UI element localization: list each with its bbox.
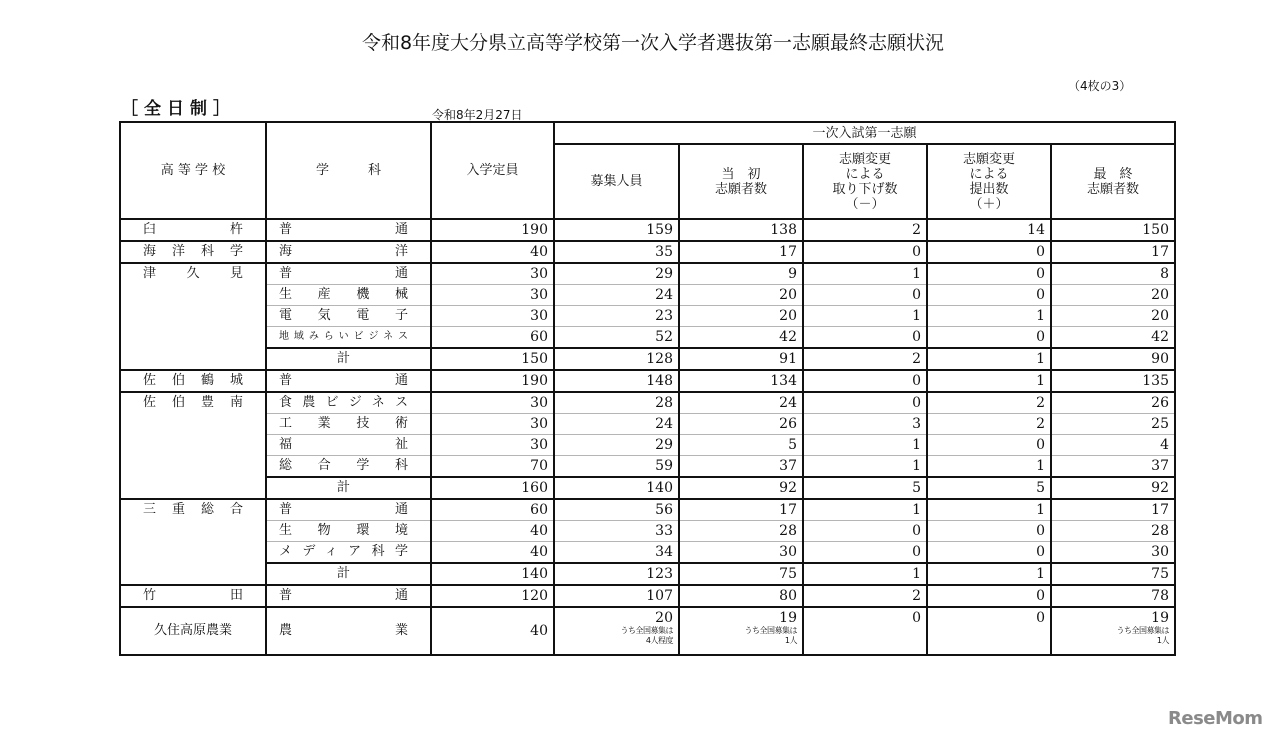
recruit-note: 4人程度 <box>645 636 673 645</box>
department-name: 普通 <box>266 585 431 607</box>
header-submissions: 志願変更 による 提出数 （＋） <box>927 144 1051 219</box>
initial-cell <box>679 607 803 655</box>
capacity-cell: 160 <box>431 477 554 499</box>
capacity-cell: 30 <box>431 306 554 327</box>
final-cell: 20 <box>1051 306 1175 327</box>
table-row <box>120 607 1175 655</box>
final-cell: 26 <box>1051 392 1175 414</box>
initial-value: 19 <box>779 610 797 626</box>
final-cell: 135 <box>1051 370 1175 392</box>
withdraw-cell: 0 <box>803 241 927 263</box>
initial-cell: 75 <box>679 563 803 585</box>
final-value: 19 <box>1151 610 1169 626</box>
school-name: 久住高原農業 <box>120 607 266 655</box>
department-name: 生物環境 <box>266 521 431 542</box>
withdraw-cell: 3 <box>803 414 927 435</box>
final-cell: 8 <box>1051 263 1175 285</box>
capacity-cell: 30 <box>431 285 554 306</box>
initial-note: うち全国募集は <box>744 626 797 635</box>
table-row <box>120 285 1175 306</box>
capacity-cell: 70 <box>431 456 554 478</box>
table-row <box>120 327 1175 349</box>
recruit-cell: 33 <box>554 521 679 542</box>
department-name: 食農ビジネス <box>266 392 431 414</box>
initial-cell: 28 <box>679 521 803 542</box>
initial-cell: 134 <box>679 370 803 392</box>
initial-cell: 80 <box>679 585 803 607</box>
header-department: 学 科 <box>266 122 431 219</box>
withdraw-cell: 0 <box>803 542 927 564</box>
final-cell: 17 <box>1051 241 1175 263</box>
recruit-cell: 56 <box>554 499 679 521</box>
table-row <box>120 435 1175 456</box>
initial-cell: 42 <box>679 327 803 349</box>
table-row <box>120 414 1175 435</box>
final-cell: 17 <box>1051 499 1175 521</box>
final-cell: 28 <box>1051 521 1175 542</box>
capacity-cell: 40 <box>431 542 554 564</box>
table-row <box>120 585 1175 607</box>
capacity-cell: 120 <box>431 585 554 607</box>
recruit-cell: 24 <box>554 414 679 435</box>
initial-cell: 20 <box>679 306 803 327</box>
withdraw-cell: 1 <box>803 435 927 456</box>
submit-cell: 0 <box>927 285 1051 306</box>
withdraw-cell: 1 <box>803 456 927 478</box>
initial-cell: 5 <box>679 435 803 456</box>
school-name: 佐伯鶴城 <box>120 370 266 392</box>
school-name: 竹田 <box>120 585 266 607</box>
subtotal-label: 計 <box>266 477 431 499</box>
department-name: 総合学科 <box>266 456 431 478</box>
header-initial-applicants: 当 初 志願者数 <box>679 144 803 219</box>
initial-cell: 17 <box>679 499 803 521</box>
final-cell: 90 <box>1051 348 1175 370</box>
initial-cell: 91 <box>679 348 803 370</box>
submit-cell: 0 <box>927 435 1051 456</box>
table-row <box>120 392 1175 414</box>
withdraw-cell: 0 <box>803 285 927 306</box>
withdraw-cell: 0 <box>803 607 927 655</box>
table-row <box>120 219 1175 241</box>
subtotal-row <box>120 348 1175 370</box>
submit-cell: 2 <box>927 414 1051 435</box>
header-first-choice-group: 一次入試第一志願 <box>554 122 1175 144</box>
recruit-cell: 29 <box>554 263 679 285</box>
initial-cell: 92 <box>679 477 803 499</box>
final-cell: 78 <box>1051 585 1175 607</box>
withdraw-cell: 0 <box>803 521 927 542</box>
initial-cell: 9 <box>679 263 803 285</box>
header-capacity: 入学定員 <box>431 122 554 219</box>
department-name: 海洋 <box>266 241 431 263</box>
withdraw-cell: 2 <box>803 348 927 370</box>
recruit-cell: 148 <box>554 370 679 392</box>
withdraw-cell: 1 <box>803 499 927 521</box>
recruit-cell: 123 <box>554 563 679 585</box>
department-name: 工業技術 <box>266 414 431 435</box>
recruit-value: 20 <box>655 610 673 626</box>
department-name: 普通 <box>266 219 431 241</box>
final-note: うち全国募集は <box>1116 626 1169 635</box>
submit-cell: 5 <box>927 477 1051 499</box>
department-name: 農業 <box>266 607 431 655</box>
recruit-cell: 128 <box>554 348 679 370</box>
recruit-cell: 28 <box>554 392 679 414</box>
recruit-cell: 35 <box>554 241 679 263</box>
recruit-note: うち全国募集は <box>620 626 673 635</box>
withdraw-cell: 2 <box>803 585 927 607</box>
department-name: 生産機械 <box>266 285 431 306</box>
school-name: 海洋科学 <box>120 241 266 263</box>
table-row <box>120 241 1175 263</box>
final-cell: 4 <box>1051 435 1175 456</box>
withdraw-cell: 1 <box>803 263 927 285</box>
withdraw-cell: 0 <box>803 327 927 349</box>
final-cell: 30 <box>1051 542 1175 564</box>
submit-cell: 1 <box>927 348 1051 370</box>
submit-cell: 14 <box>927 219 1051 241</box>
subtotal-label: 計 <box>266 348 431 370</box>
capacity-cell: 30 <box>431 435 554 456</box>
submit-cell: 0 <box>927 241 1051 263</box>
submit-cell: 2 <box>927 392 1051 414</box>
school-name: 臼杵 <box>120 219 266 241</box>
page-indicator: （4枚の3） <box>1068 79 1132 93</box>
table-row <box>120 456 1175 478</box>
initial-note: 1人 <box>784 636 797 645</box>
applicant-status-table <box>119 121 1176 656</box>
table-row <box>120 542 1175 564</box>
initial-cell: 17 <box>679 241 803 263</box>
subtotal-row <box>120 563 1175 585</box>
department-name: 福祉 <box>266 435 431 456</box>
initial-cell: 26 <box>679 414 803 435</box>
submit-cell: 1 <box>927 370 1051 392</box>
withdraw-cell: 1 <box>803 563 927 585</box>
capacity-cell: 150 <box>431 348 554 370</box>
section-label: ［全日制］ <box>121 99 236 119</box>
table-row <box>120 499 1175 521</box>
submit-cell: 1 <box>927 499 1051 521</box>
capacity-cell: 190 <box>431 219 554 241</box>
page-title: 令和8年度大分県立高等学校第一次入学者選抜第一志願最終志願状況 <box>361 32 945 54</box>
report-date: 令和8年2月27日 <box>432 108 523 122</box>
withdraw-cell: 0 <box>803 370 927 392</box>
recruit-cell: 140 <box>554 477 679 499</box>
department-name: 普通 <box>266 263 431 285</box>
school-name: 三重総合 <box>120 499 266 585</box>
capacity-cell: 40 <box>431 521 554 542</box>
capacity-cell: 30 <box>431 263 554 285</box>
final-cell: 150 <box>1051 219 1175 241</box>
recruit-cell: 107 <box>554 585 679 607</box>
recruit-cell: 59 <box>554 456 679 478</box>
initial-cell: 20 <box>679 285 803 306</box>
capacity-cell: 40 <box>431 241 554 263</box>
header-school: 高 等 学 校 <box>120 122 266 219</box>
recruit-cell: 52 <box>554 327 679 349</box>
capacity-cell: 40 <box>431 607 554 655</box>
resemom-watermark-logo: ReseMom <box>1168 708 1263 729</box>
department-name: 電気電子 <box>266 306 431 327</box>
submit-cell: 0 <box>927 542 1051 564</box>
header-final-applicants: 最 終 志願者数 <box>1051 144 1175 219</box>
final-cell: 92 <box>1051 477 1175 499</box>
subtotal-row <box>120 477 1175 499</box>
capacity-cell: 30 <box>431 392 554 414</box>
department-name: メディア科学 <box>266 542 431 564</box>
recruit-cell <box>554 607 679 655</box>
initial-cell: 24 <box>679 392 803 414</box>
submit-cell: 0 <box>927 585 1051 607</box>
capacity-cell: 30 <box>431 414 554 435</box>
submit-cell: 1 <box>927 563 1051 585</box>
capacity-cell: 60 <box>431 499 554 521</box>
final-cell: 25 <box>1051 414 1175 435</box>
submit-cell: 0 <box>927 607 1051 655</box>
header-recruit: 募集人員 <box>554 144 679 219</box>
final-cell: 75 <box>1051 563 1175 585</box>
capacity-cell: 60 <box>431 327 554 349</box>
table-row <box>120 521 1175 542</box>
department-name: 普通 <box>266 370 431 392</box>
department-name: 普通 <box>266 499 431 521</box>
final-cell <box>1051 607 1175 655</box>
capacity-cell: 190 <box>431 370 554 392</box>
submit-cell: 1 <box>927 306 1051 327</box>
submit-cell: 0 <box>927 521 1051 542</box>
final-cell: 42 <box>1051 327 1175 349</box>
header-withdrawals: 志願変更 による 取り下げ数 （－） <box>803 144 927 219</box>
table-row <box>120 370 1175 392</box>
recruit-cell: 159 <box>554 219 679 241</box>
submit-cell: 0 <box>927 263 1051 285</box>
final-cell: 20 <box>1051 285 1175 306</box>
department-name: 地域みらいビジネス <box>266 327 431 349</box>
final-note: 1人 <box>1156 636 1169 645</box>
capacity-cell: 140 <box>431 563 554 585</box>
withdraw-cell: 0 <box>803 392 927 414</box>
withdraw-cell: 5 <box>803 477 927 499</box>
recruit-cell: 34 <box>554 542 679 564</box>
initial-cell: 30 <box>679 542 803 564</box>
submit-cell: 1 <box>927 456 1051 478</box>
initial-cell: 37 <box>679 456 803 478</box>
final-cell: 37 <box>1051 456 1175 478</box>
withdraw-cell: 2 <box>803 219 927 241</box>
recruit-cell: 24 <box>554 285 679 306</box>
table-row <box>120 263 1175 285</box>
recruit-cell: 29 <box>554 435 679 456</box>
withdraw-cell: 1 <box>803 306 927 327</box>
subtotal-label: 計 <box>266 563 431 585</box>
submit-cell: 0 <box>927 327 1051 349</box>
recruit-cell: 23 <box>554 306 679 327</box>
table-row <box>120 306 1175 327</box>
school-name: 佐伯豊南 <box>120 392 266 499</box>
school-name: 津久見 <box>120 263 266 370</box>
initial-cell: 138 <box>679 219 803 241</box>
